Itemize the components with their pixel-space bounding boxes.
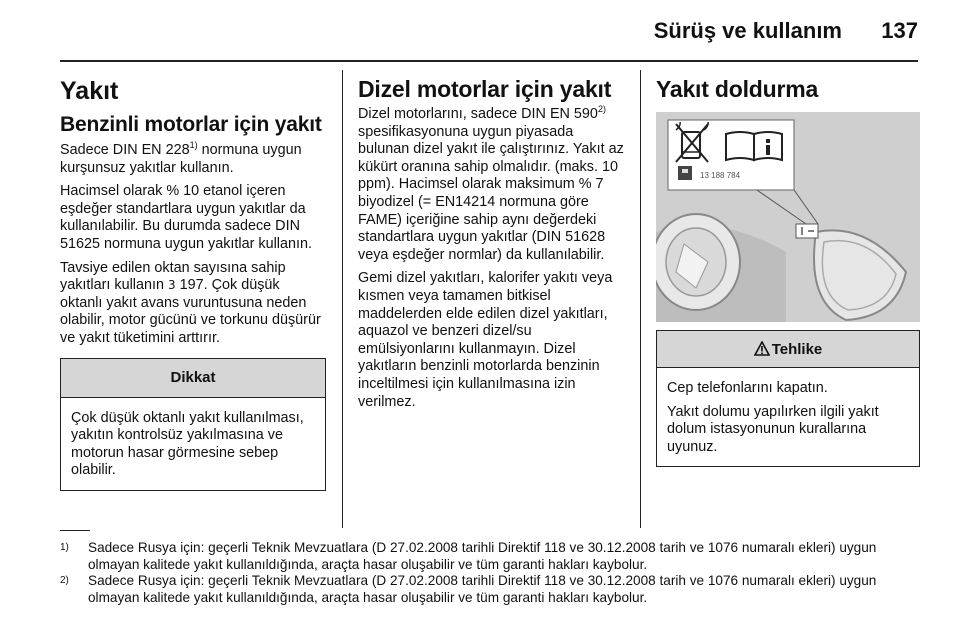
warning-body: [657, 368, 919, 466]
footnote-divider: [60, 530, 90, 531]
fuel-flap-illustration: [656, 112, 920, 322]
footnote-text: Sadece Rusya için: geçerli Teknik Mevzuatlara (D 27.02.2008 tarihli Direktif 118 ve 30.12.2008 tarih ve 1076 numaralı ekleri) uygun olmayan kalitede yakıt kullanıldığında, araçta hasar oluşabilir ve tüm garanti hakları kaybolur.: [88, 540, 877, 572]
footnote-2: [60, 573, 920, 606]
footnote-ref[interactable]: 2): [597, 104, 606, 115]
warning-triangle-icon: [754, 341, 770, 357]
warning-title: Tehlike: [657, 331, 919, 368]
notice-box: [60, 358, 326, 491]
footnote-mark: 1): [60, 542, 69, 553]
column-divider-2: [640, 70, 641, 528]
warning-text-1: Cep telefonlarını kapatın.: [667, 380, 828, 396]
page-ref-arrow-icon[interactable]: 3: [167, 278, 176, 293]
subsection-heading-petrol: Benzinli motorlar için yakıt: [60, 113, 322, 136]
paragraph: Sadece DIN EN 228$^{1)}$ normuna uygun kurşunsuz yakıtlar kullanın.: [60, 140, 302, 176]
notice-text: Çok düşük oktanlı yakıt kullanılması, yakıtın kontrolsüz yakılmasına ve motorun hasar görmesine sebep olabilir.: [71, 409, 304, 479]
paragraph: Tavsiye edilen oktan sayısına sahip yakıtları kullanın 3 197. Çok düşük oktanlı yakıt avans vuruntusuna neden olabilir, motor gücünü ve torkunu düşürür ve yakıt tüketimini arttırır.: [60, 259, 321, 346]
page-number: 137: [881, 18, 918, 43]
column-refuelling: [656, 72, 920, 467]
header-divider: [60, 60, 918, 62]
subsection-heading-refuelling: Yakıt doldurma: [656, 76, 819, 102]
subsection-heading-diesel: Dizel motorlar için yakıt: [358, 76, 612, 102]
warning-text-2: Yakıt dolumu yapılırken ilgili yakıt dolum istasyonunun kurallarına uyunuz.: [667, 403, 879, 455]
column-diesel: [358, 72, 626, 417]
column-divider-1: [342, 70, 343, 528]
paragraph: Gemi dizel yakıtları, kalorifer yakıtı veya kısmen veya tamamen bitkisel maddelerden elde edilen dizel yakıtları, aquazol ve benzeri dizel/su emülsiyonlarını kullanmayın. Dizel yakıtların benzinli motorlarda benzinin inceltilmesi için kullanılmasına izin verilmez.: [358, 270, 613, 410]
section-heading: Yakıt: [60, 77, 119, 105]
footnote-1: [60, 540, 920, 573]
column-petrol: [60, 72, 326, 491]
footnote-ref[interactable]: 1): [189, 140, 198, 151]
warning-box: [656, 330, 920, 467]
footnote-text: Sadece Rusya için: geçerli Teknik Mevzuatlara (D 27.02.2008 tarihli Direktif 118 ve 30.12.2008 tarih ve 1076 numaralı ekleri) uygun olmayan kalitede yakıt kullanıldığında, araçta hasar oluşabilir ve tüm garanti hakları kaybolur.: [88, 573, 877, 605]
section-title: Sürüş ve kullanım: [653, 18, 842, 43]
footnote-mark: 2): [60, 575, 69, 586]
page-header: [0, 0, 960, 60]
paragraph: Dizel motorlarını, sadece DIN EN 590$^{2)}$ spesifikasyonuna uygun piyasada bulunan dizel yakıt ile çalıştırınız. Yakıt az kükürt oranına sahip olmalıdır. (maks. 10 ppm). Hacimsel olarak maksimum % 7 biyodizel (= EN14214 normuna göre FAME) içeriğine sahip aynı değerdeki standartlara uygun yakıtlar (DIN 51628 veya eşdeğer normlar) da kullanılabilir.: [358, 104, 624, 263]
notice-body: [61, 398, 325, 490]
paragraph: Hacimsel olarak % 10 etanol içeren eşdeğer standartlara uygun yakıtlar da kullanılabilir. Bu durumda sadece DIN 51625 normuna uygun yakıtlar kullanın.: [60, 183, 312, 252]
notice-title: Dikkat: [61, 359, 325, 398]
figure-code: 13 188 784: [700, 171, 741, 180]
